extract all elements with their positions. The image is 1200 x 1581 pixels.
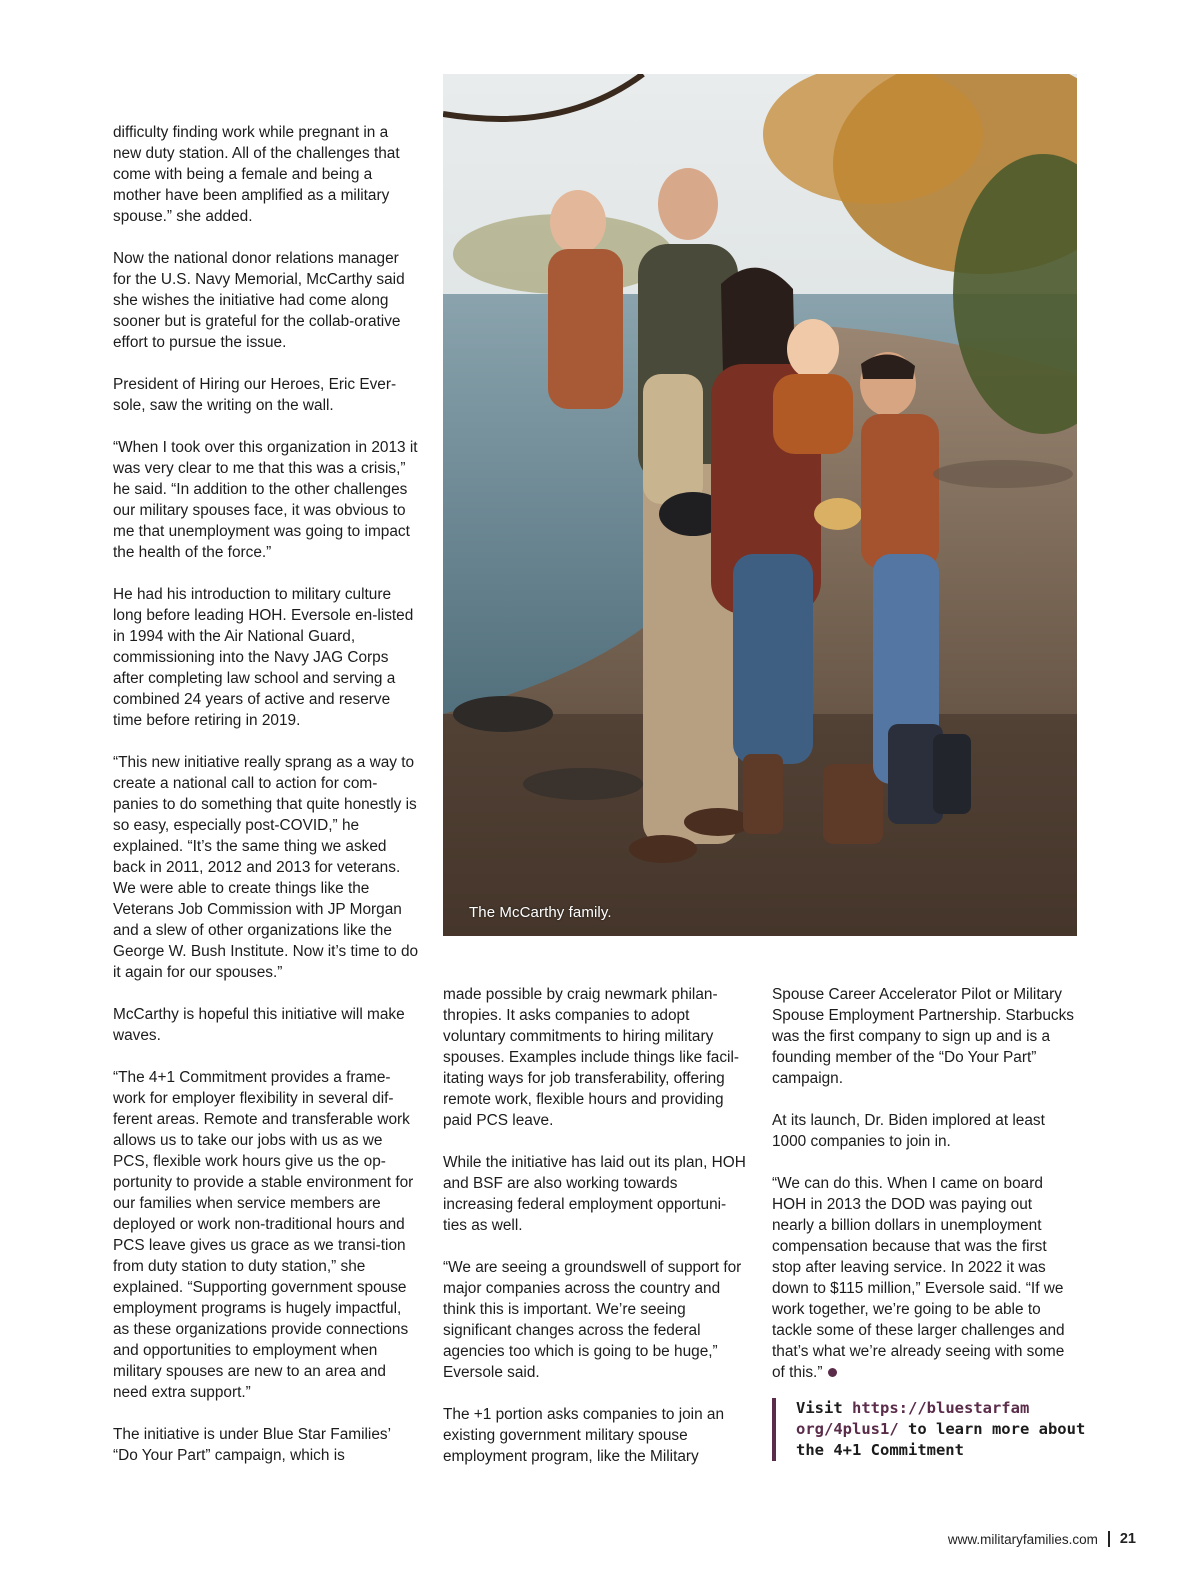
paragraph: Now the national donor relations manager for the U.S. Navy Memorial, McCarthy said she wishes the initiative had come along sooner but is grateful for the collab-orative effort to pursue the issue. bbox=[113, 250, 405, 351]
paragraph: President of Hiring our Heroes, Eric Ever-sole, saw the writing on the wall. bbox=[113, 376, 397, 414]
paragraph: “This new initiative really sprang as a way to create a national call to action for com-panies to do something that quite honestly is so easy, especially post-COVID,” he explained. “It’s the same thing we asked back in 2011, 2012 and 2013 for veterans. We were able to create things like the Veterans Job Commission with JP Morgan and a slew of other organizations like the George W. Bush Institute. Now it’s time to do it again for our spouses.” bbox=[113, 754, 419, 981]
cta-prefix: Visit bbox=[796, 1399, 852, 1417]
end-mark-icon bbox=[828, 1368, 837, 1377]
paragraph: Spouse Career Accelerator Pilot or Military Spouse Employment Partnership. Starbucks was the first company to sign up and is a founding member of the “Do Your Part” campaign. bbox=[772, 986, 1074, 1087]
paragraph: “We are seeing a groundswell of support for major companies across the country and think this is important. We’re seeing significant changes across the federal agencies too which is going to be huge,” Eversole said. bbox=[443, 1259, 742, 1381]
paragraph: At its launch, Dr. Biden implored at least 1000 companies to join in. bbox=[772, 1112, 1045, 1150]
paragraph: The initiative is under Blue Star Families’ “Do Your Part” campaign, which is bbox=[113, 1426, 391, 1464]
paragraph: difficulty finding work while pregnant in a new duty station. All of the challenges that come with being a female and being a mother have been amplified as a military spouse.” she added. bbox=[113, 124, 400, 225]
article-column-middle bbox=[443, 984, 748, 1467]
article-column-right bbox=[772, 984, 1078, 1383]
photo-caption: The McCarthy family. bbox=[469, 904, 612, 921]
cta-link[interactable]: https://bluestarfam org/4plus1/ bbox=[796, 1399, 1030, 1438]
page-footer bbox=[948, 1531, 1136, 1547]
paragraph: made possible by craig newmark philan-thropies. It asks companies to adopt voluntary commitments to hiring military spouses. Examples include things like facil-itating ways for job transferability, offering remote work, flexible hours and providing paid PCS leave. bbox=[443, 986, 739, 1129]
family-photo bbox=[443, 74, 1077, 936]
call-to-action bbox=[772, 1398, 1096, 1461]
paragraph: The +1 portion asks companies to join an existing government military spouse employment program, like the Military bbox=[443, 1406, 725, 1465]
paragraph: “The 4+1 Commitment provides a frame-work for employer flexibility in several dif-ferent areas. Remote and transferable work allows us to take our jobs with us as we PCS, flexible work hours give us the op-portunity to provide a stable environment for our families when service members are deployed or work non-traditional hours and PCS leave gives us grace as we transi-tion from duty station to duty station,” she explained. “Supporting government spouse employment programs is hugely impactful, as these organizations provide connections and opportunities to employment when military spouses are new to an area and need extra support.” bbox=[113, 1069, 414, 1401]
paragraph: “When I took over this organization in 2013 it was very clear to me that this was a crisis,” he said. “In addition to the other challenges our military spouses face, it was obvious to me that unemployment was going to impact the health of the force.” bbox=[113, 439, 418, 561]
paragraph: While the initiative has laid out its plan, HOH and BSF are also working towards increasing federal employment opportuni-ties as well. bbox=[443, 1154, 746, 1234]
paragraph: He had his introduction to military culture long before leading HOH. Eversole en-listed in 1994 with the Air National Guard, commissioning into the Navy JAG Corps after completing law school and serving a combined 24 years of active and reserve time before retiring in 2019. bbox=[113, 586, 414, 729]
cta-suffix: to learn more about the 4+1 Commitment bbox=[796, 1420, 1086, 1459]
closing-quote: “We can do this. When I came on board HOH in 2013 the DOD was paying out nearly a billion dollars in unemployment compensation because that was the first stop after leaving service. In 2022 it was down to $115 million,” Eversole said. “If we work together, we’re going to be able to tackle some of these larger challenges and that’s what we’re already seeing with some of this.” bbox=[772, 1175, 1065, 1381]
footer-divider bbox=[1108, 1531, 1110, 1547]
article-column-left bbox=[113, 122, 419, 1466]
footer-url[interactable]: www.militaryfamilies.com bbox=[947, 1531, 1098, 1547]
page-number: 21 bbox=[1119, 1531, 1136, 1547]
family-photo-illustration bbox=[443, 74, 1077, 936]
paragraph bbox=[772, 1173, 1078, 1383]
paragraph: McCarthy is hopeful this initiative will make waves. bbox=[113, 1006, 405, 1044]
